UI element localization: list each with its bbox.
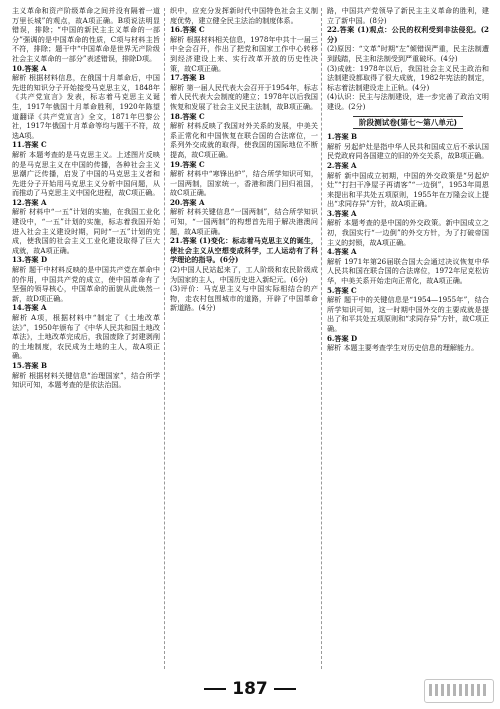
- question-answer-line: 1.答案 B: [327, 132, 358, 142]
- question-answer-line: 14.答案 A: [12, 303, 47, 313]
- question-answer-line: 17.答案 B: [170, 73, 205, 83]
- section-heading: [327, 116, 489, 130]
- explanation-text: 主义革命和资产阶级革命之间并没有隔着一道万里长城”的观点，故A项正确。B项说法明显错误，排除；“中国的新民主主义革命的一部分”强调的是中国革命的性质，C项与材料主旨不符，排除；题干中“中国革命是世界无产阶级社会主义革命的一部分”表述错误，排除D项。: [12, 6, 160, 63]
- explanation-text: 解析 本题考查的是中国的外交政策。新中国成立之初，我国实行“一边倒”的外交方针，为了打破帝国主义的封锁，故A项正确。: [327, 218, 489, 247]
- section-heading-text: 阶段测试卷(第七～第八单元): [353, 116, 463, 130]
- explanation-text: 织中，应充分发挥新时代中国特色社会主义制度优势，建立健全民主法治的制度体系。: [170, 6, 318, 25]
- watermark-logo-icon: [424, 679, 494, 703]
- question-answer-line: 2.答案 A: [327, 160, 357, 170]
- explanation-text: 解析 另起炉灶是指中华人民共和国成立后不承认国民党政府同各国建立的旧的外交关系，故B项正确。: [327, 141, 489, 161]
- question-answer-line: 19.答案 C: [170, 159, 205, 169]
- question-answer-line: 16.答案 C: [170, 25, 205, 35]
- question-answer-line: 11.答案 C: [12, 140, 47, 150]
- page-number-rule: [274, 688, 296, 690]
- explanation-text: 解析 根据材料相关信息，1978年中共十一届三中全会召开，作出了把党和国家工作中心转移到经济建设上来、实行改革开放的历史性决策，故C项正确。: [170, 34, 318, 73]
- question-answer-line: 15.答案 B: [12, 360, 47, 370]
- question-answer-line: 3.答案 A: [327, 208, 357, 218]
- question-answer-line: 6.答案 D: [327, 333, 358, 343]
- question-answer-line: 20.答案 A: [170, 197, 205, 207]
- explanation-text: (2)原因：“文革”时期“左”倾错误严重，民主法制遭到践踏，民主和法制受到严重破坏。(4分): [327, 44, 489, 63]
- explanation-text: 解析 本题主要考查学生对历史信息的理解能力。: [327, 343, 479, 353]
- explanation-text: 解析 材料反映了我国对外关系的发展，中美关系正常化和中国恢复在联合国的合法席位，一系列外交成就的取得，使我国的国际地位不断提高，故C项正确。: [170, 121, 318, 159]
- question-answer-line: 12.答案 A: [12, 197, 47, 207]
- explanation-text: 解析 第一届人民代表大会召开于1954年，标志着人民代表大会制度的建立；1978年以后我国恢复和发展了社会主义民主法制，故B项正确。: [170, 82, 318, 111]
- question-answer-line: 13.答案 D: [12, 255, 48, 265]
- column-right: [327, 6, 489, 353]
- column-middle: [170, 6, 318, 313]
- explanation-text: 解析 题干中材料反映的是中国共产党在革命中的作用，中国共产党的成立，使中国革命有了坚强的领导核心，中国革命的面貌从此焕然一新，故D项正确。: [12, 265, 160, 303]
- explanation-text: 解析 本题考查的是马克思主义。上述图片反映的是马克思主义在中国的传播，各种社会主义思潮广泛传播，启发了中国的马克思主义者和先进分子开始用马克思主义分析中国问题，从而推动了马克思主义中国化进程，故C项正确。: [12, 149, 160, 198]
- question-answer-line: 22.答案 (1)观点：公民的权利受到非法侵犯。(2分): [327, 25, 489, 44]
- explanation-text: 解析 材料中“寒锋出炉”，结合所学知识可知，一国两制，国家统一，香港和澳门回归祖国，故C项正确。: [170, 169, 318, 198]
- column-divider: [164, 8, 165, 669]
- explanation-text: 解析 材料关键信息“一国两制”，结合所学知识可知，“一国两制”的构想首先用于解决港澳问题，故A项正确。: [170, 207, 318, 236]
- explanation-text: 解析 根据材料信息，在俄国十月革命后，中国先进的知识分子开始接受马克思主义，1848年《共产党宣言》发表，标志着马克思主义诞生，1917年俄国十月革命胜利，1920年陈望道翻译《共产党宣言》全文，1871年巴黎公社，1917年俄国十月革命等均与题干不符，故选A项。: [12, 73, 160, 140]
- explanation-text: 解析 新中国成立初期，中国的外交政策是“另起炉灶”“打扫干净屋子再请客”“一边倒”，1953年周恩来提出和平共处五项原则，1955年在万隆会议上提出“求同存异”方针，故A项正确。: [327, 170, 489, 209]
- question-answer-line: 5.答案 C: [327, 285, 357, 295]
- question-answer-line: 21.答案 (1)变化：标志着马克思主义的诞生，使社会主义从空想变成科学，工人运动有了科学理论的指导。(6分): [170, 236, 318, 265]
- question-answer-line: 4.答案 A: [327, 247, 357, 257]
- column-divider: [321, 8, 322, 669]
- explanation-text: (3)成就：1978年以后，我国社会主义民主政治和法制建设都取得了很大成就，1982年宪法的制定，标志着法制建设走上正轨。(4分): [327, 63, 489, 92]
- explanation-text: 路，中国共产党领导了新民主主义革命的胜利，建立了新中国。(8分): [327, 6, 489, 25]
- question-answer-line: 10.答案 A: [12, 63, 47, 73]
- explanation-text: (2)中国人民站起来了，工人阶级和农民阶级成为国家的主人，中国历史进入新纪元。(6分): [170, 265, 318, 284]
- explanation-text: 解析 题干中的关键信息是“1954—1955年”，结合所学知识可知，这一时期中国外交的主要成就是提出了和平共处五项原则和“求同存异”方针，故C项正确。: [327, 295, 489, 333]
- page-number-text: 187: [232, 679, 268, 699]
- explanation-text: 解析 1971年第26届联合国大会通过决议恢复中华人民共和国在联合国的合法席位，1972年尼克松访华，中美关系开始走向正常化，故A项正确。: [327, 256, 489, 286]
- page-number-rule: [204, 688, 226, 690]
- explanation-text: 解析 A项，根据材料中“制定了《土地改革法》”，1950年颁布了《中华人民共和国土地改革法》，土地改革完成后，我国废除了封建剥削的土地制度，农民成为土地的主人，故A项正确。: [12, 313, 160, 361]
- explanation-text: 解析 材料中“一五”计划的实施，在我国工业化建设中，“一五”计划的实施，标志着我国开始进入社会主义建设时期，同时“一五”计划的完成，使我国的社会主义工业化建设取得了巨大成就，故A项正确。: [12, 207, 160, 255]
- question-answer-line: 18.答案 C: [170, 111, 205, 121]
- explanation-text: (4)认识：民主与法制建设，进一步完善了政治文明建设。(2分): [327, 92, 489, 111]
- column-left: [12, 6, 160, 390]
- explanation-text: (3)评价：马克思主义与中国实际相结合的产物，走农村包围城市的道路，开辟了中国革命新道路。(4分): [170, 284, 318, 313]
- explanation-text: 解析 根据材料关键信息“治理国家”，结合所学知识可知，本题考查的是依法治国。: [12, 370, 160, 390]
